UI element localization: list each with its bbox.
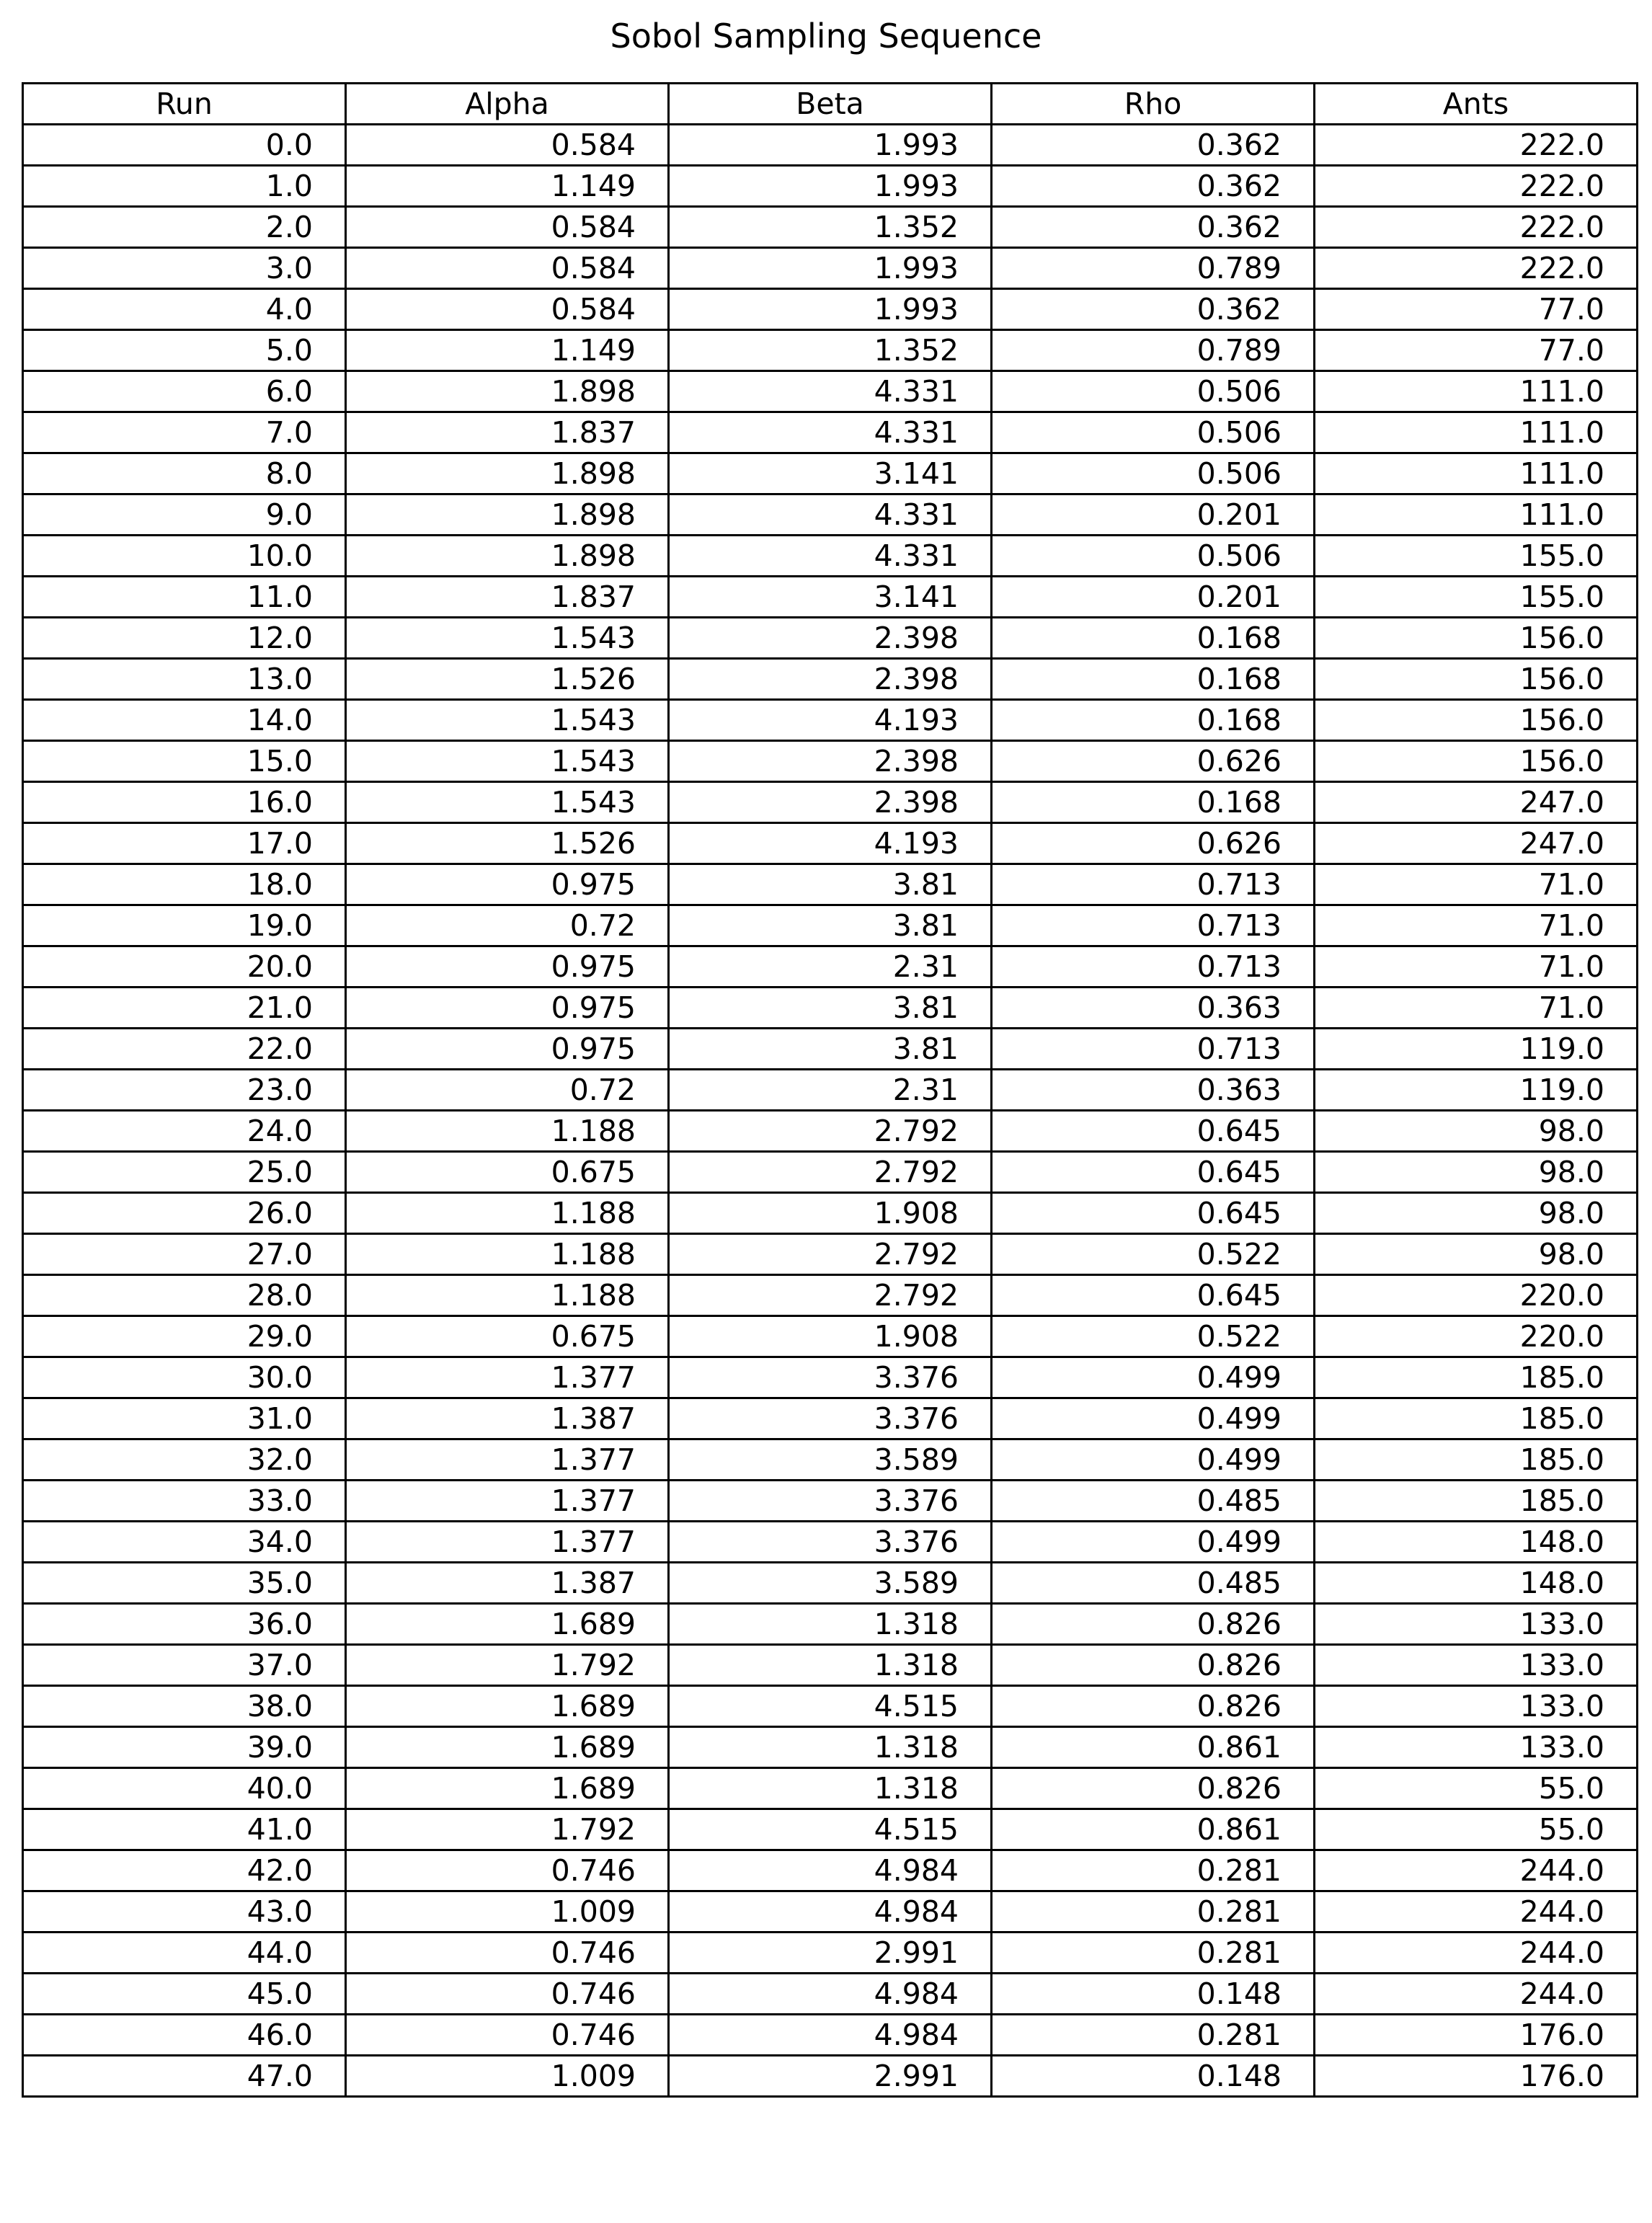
table-cell-beta: 2.398 [669, 782, 992, 823]
table-cell-run: 32.0 [23, 1439, 346, 1481]
table-cell-run: 44.0 [23, 1933, 346, 1974]
table-row [23, 166, 1638, 207]
table-row [23, 2056, 1638, 2097]
table-cell-run: 47.0 [23, 2056, 346, 2097]
table-row [23, 1522, 1638, 1563]
table-row [23, 1152, 1638, 1193]
table-row [23, 1029, 1638, 1070]
table-row [23, 782, 1638, 823]
table-row [23, 741, 1638, 782]
table-cell-ants: 185.0 [1315, 1398, 1638, 1439]
table-cell-alpha: 1.387 [346, 1398, 669, 1439]
table-cell-beta: 2.991 [669, 1933, 992, 1974]
table-cell-ants: 133.0 [1315, 1645, 1638, 1686]
table-cell-run: 29.0 [23, 1316, 346, 1357]
table-row [23, 864, 1638, 905]
table-cell-ants: 133.0 [1315, 1727, 1638, 1768]
table-cell-rho: 0.168 [992, 782, 1315, 823]
table-row [23, 1275, 1638, 1316]
table-cell-run: 4.0 [23, 289, 346, 330]
table-cell-beta: 2.31 [669, 1070, 992, 1111]
table-cell-ants: 119.0 [1315, 1029, 1638, 1070]
table-cell-run: 19.0 [23, 905, 346, 946]
table-cell-run: 36.0 [23, 1604, 346, 1645]
table-cell-run: 0.0 [23, 125, 346, 166]
table-cell-alpha: 0.975 [346, 946, 669, 988]
table-cell-beta: 4.331 [669, 412, 992, 453]
table-cell-run: 41.0 [23, 1809, 346, 1850]
table-cell-ants: 55.0 [1315, 1809, 1638, 1850]
table-cell-ants: 244.0 [1315, 1850, 1638, 1891]
table-cell-rho: 0.148 [992, 1974, 1315, 2015]
table-cell-rho: 0.168 [992, 618, 1315, 659]
table-cell-alpha: 1.188 [346, 1234, 669, 1275]
table-cell-beta: 3.81 [669, 864, 992, 905]
table-row [23, 905, 1638, 946]
table-cell-rho: 0.861 [992, 1727, 1315, 1768]
table-row [23, 1439, 1638, 1481]
table-cell-rho: 0.485 [992, 1481, 1315, 1522]
table-cell-run: 11.0 [23, 577, 346, 618]
table-cell-beta: 4.193 [669, 823, 992, 864]
table-cell-ants: 98.0 [1315, 1152, 1638, 1193]
table-cell-ants: 133.0 [1315, 1604, 1638, 1645]
table-cell-rho: 0.645 [992, 1275, 1315, 1316]
table-cell-ants: 77.0 [1315, 330, 1638, 371]
table-row [23, 1563, 1638, 1604]
table-cell-beta: 3.81 [669, 988, 992, 1029]
table-cell-ants: 155.0 [1315, 536, 1638, 577]
table-cell-run: 22.0 [23, 1029, 346, 1070]
table-cell-run: 42.0 [23, 1850, 346, 1891]
table-cell-ants: 133.0 [1315, 1686, 1638, 1727]
table-cell-beta: 3.141 [669, 577, 992, 618]
table-cell-ants: 244.0 [1315, 1891, 1638, 1933]
table-cell-run: 16.0 [23, 782, 346, 823]
table-cell-ants: 176.0 [1315, 2015, 1638, 2056]
table-cell-beta: 2.991 [669, 2056, 992, 2097]
table-cell-alpha: 1.898 [346, 371, 669, 412]
table-cell-rho: 0.713 [992, 864, 1315, 905]
table-cell-rho: 0.826 [992, 1686, 1315, 1727]
table-cell-beta: 4.984 [669, 1974, 992, 2015]
table-cell-rho: 0.826 [992, 1645, 1315, 1686]
table-cell-ants: 71.0 [1315, 946, 1638, 988]
table-row [23, 2015, 1638, 2056]
table-cell-rho: 0.713 [992, 905, 1315, 946]
table-cell-ants: 156.0 [1315, 618, 1638, 659]
table-cell-beta: 2.398 [669, 659, 992, 700]
table-cell-ants: 148.0 [1315, 1522, 1638, 1563]
table-cell-run: 43.0 [23, 1891, 346, 1933]
table-cell-rho: 0.281 [992, 1850, 1315, 1891]
table-cell-rho: 0.645 [992, 1111, 1315, 1152]
table-cell-rho: 0.168 [992, 700, 1315, 741]
table-cell-beta: 1.993 [669, 248, 992, 289]
table-cell-beta: 2.31 [669, 946, 992, 988]
table-cell-alpha: 0.584 [346, 289, 669, 330]
table-row [23, 577, 1638, 618]
table-cell-run: 35.0 [23, 1563, 346, 1604]
table-cell-alpha: 1.689 [346, 1727, 669, 1768]
table-cell-run: 3.0 [23, 248, 346, 289]
table-cell-alpha: 0.975 [346, 864, 669, 905]
table-cell-run: 25.0 [23, 1152, 346, 1193]
table-cell-alpha: 0.584 [346, 248, 669, 289]
table-row [23, 1768, 1638, 1809]
table-cell-beta: 1.318 [669, 1604, 992, 1645]
table-cell-ants: 247.0 [1315, 823, 1638, 864]
table-cell-ants: 176.0 [1315, 2056, 1638, 2097]
table-row [23, 536, 1638, 577]
table-row [23, 1481, 1638, 1522]
table-cell-rho: 0.362 [992, 166, 1315, 207]
table-cell-alpha: 0.975 [346, 1029, 669, 1070]
table-cell-beta: 1.908 [669, 1316, 992, 1357]
table-cell-beta: 3.141 [669, 453, 992, 494]
table-cell-ants: 156.0 [1315, 659, 1638, 700]
table-cell-beta: 3.376 [669, 1357, 992, 1398]
column-header-alpha: Alpha [346, 84, 669, 125]
table-row [23, 618, 1638, 659]
table-cell-run: 45.0 [23, 1974, 346, 2015]
table-cell-run: 34.0 [23, 1522, 346, 1563]
table-cell-rho: 0.363 [992, 1070, 1315, 1111]
table-cell-run: 37.0 [23, 1645, 346, 1686]
table-cell-alpha: 1.543 [346, 782, 669, 823]
table-cell-alpha: 1.377 [346, 1522, 669, 1563]
table-cell-run: 33.0 [23, 1481, 346, 1522]
table-cell-ants: 98.0 [1315, 1234, 1638, 1275]
table-row [23, 1727, 1638, 1768]
table-cell-alpha: 1.898 [346, 494, 669, 536]
table-cell-beta: 3.81 [669, 905, 992, 946]
table-cell-alpha: 1.387 [346, 1563, 669, 1604]
table-cell-alpha: 1.689 [346, 1686, 669, 1727]
table-row [23, 823, 1638, 864]
table-row [23, 1357, 1638, 1398]
table-cell-beta: 1.993 [669, 289, 992, 330]
table-cell-ants: 247.0 [1315, 782, 1638, 823]
table-cell-ants: 111.0 [1315, 453, 1638, 494]
table-cell-ants: 222.0 [1315, 125, 1638, 166]
table-cell-run: 14.0 [23, 700, 346, 741]
table-cell-rho: 0.362 [992, 207, 1315, 248]
table-cell-run: 10.0 [23, 536, 346, 577]
table-cell-alpha: 1.149 [346, 166, 669, 207]
table-cell-ants: 222.0 [1315, 248, 1638, 289]
table-cell-rho: 0.789 [992, 330, 1315, 371]
table-cell-ants: 98.0 [1315, 1111, 1638, 1152]
table-cell-rho: 0.506 [992, 412, 1315, 453]
table-cell-alpha: 1.009 [346, 2056, 669, 2097]
column-header-ants: Ants [1315, 84, 1638, 125]
table-cell-rho: 0.201 [992, 577, 1315, 618]
table-cell-rho: 0.485 [992, 1563, 1315, 1604]
table-cell-rho: 0.363 [992, 988, 1315, 1029]
table-cell-beta: 4.984 [669, 1850, 992, 1891]
table-cell-beta: 3.376 [669, 1398, 992, 1439]
table-cell-beta: 4.331 [669, 371, 992, 412]
table-cell-alpha: 1.543 [346, 618, 669, 659]
table-cell-run: 28.0 [23, 1275, 346, 1316]
table-cell-alpha: 1.689 [346, 1604, 669, 1645]
table-row [23, 289, 1638, 330]
table-cell-ants: 220.0 [1315, 1316, 1638, 1357]
table-cell-ants: 71.0 [1315, 864, 1638, 905]
table-cell-beta: 2.792 [669, 1275, 992, 1316]
table-row [23, 1193, 1638, 1234]
table-cell-run: 6.0 [23, 371, 346, 412]
table-cell-beta: 2.792 [669, 1234, 992, 1275]
table-cell-run: 26.0 [23, 1193, 346, 1234]
table-cell-alpha: 1.543 [346, 700, 669, 741]
table-cell-alpha: 1.188 [346, 1275, 669, 1316]
table-cell-ants: 185.0 [1315, 1439, 1638, 1481]
table-cell-rho: 0.148 [992, 2056, 1315, 2097]
table-row [23, 1604, 1638, 1645]
table-cell-ants: 55.0 [1315, 1768, 1638, 1809]
table-cell-rho: 0.499 [992, 1439, 1315, 1481]
table-cell-alpha: 0.584 [346, 207, 669, 248]
table-cell-run: 15.0 [23, 741, 346, 782]
table-cell-beta: 4.515 [669, 1809, 992, 1850]
table-cell-ants: 156.0 [1315, 700, 1638, 741]
table-cell-alpha: 0.72 [346, 905, 669, 946]
table-cell-rho: 0.645 [992, 1152, 1315, 1193]
table-cell-beta: 1.318 [669, 1727, 992, 1768]
table-cell-alpha: 0.675 [346, 1316, 669, 1357]
table-row [23, 1686, 1638, 1727]
table-cell-ants: 71.0 [1315, 988, 1638, 1029]
table-cell-beta: 4.331 [669, 536, 992, 577]
column-header-run: Run [23, 84, 346, 125]
table-cell-beta: 3.589 [669, 1439, 992, 1481]
table-cell-ants: 119.0 [1315, 1070, 1638, 1111]
table-row [23, 330, 1638, 371]
table-cell-beta: 2.792 [669, 1111, 992, 1152]
table-cell-ants: 222.0 [1315, 207, 1638, 248]
table-cell-alpha: 0.72 [346, 1070, 669, 1111]
table-cell-alpha: 0.584 [346, 125, 669, 166]
table-cell-run: 27.0 [23, 1234, 346, 1275]
table-cell-alpha: 1.009 [346, 1891, 669, 1933]
table-cell-ants: 77.0 [1315, 289, 1638, 330]
table-row [23, 412, 1638, 453]
table-cell-rho: 0.281 [992, 1891, 1315, 1933]
table-row [23, 1850, 1638, 1891]
table-cell-rho: 0.826 [992, 1604, 1315, 1645]
table-row [23, 1809, 1638, 1850]
table-cell-beta: 4.515 [669, 1686, 992, 1727]
table-cell-run: 21.0 [23, 988, 346, 1029]
table-cell-beta: 1.352 [669, 330, 992, 371]
table-header [23, 84, 1638, 125]
table-cell-run: 18.0 [23, 864, 346, 905]
table-cell-beta: 2.792 [669, 1152, 992, 1193]
table-cell-rho: 0.626 [992, 823, 1315, 864]
table-cell-ants: 98.0 [1315, 1193, 1638, 1234]
table-cell-alpha: 1.837 [346, 412, 669, 453]
table-cell-rho: 0.281 [992, 1933, 1315, 1974]
table-cell-alpha: 0.675 [346, 1152, 669, 1193]
table-cell-beta: 3.376 [669, 1481, 992, 1522]
table-cell-ants: 156.0 [1315, 741, 1638, 782]
table-cell-run: 38.0 [23, 1686, 346, 1727]
table-cell-rho: 0.789 [992, 248, 1315, 289]
table-cell-beta: 2.398 [669, 618, 992, 659]
table-cell-beta: 4.331 [669, 494, 992, 536]
table-cell-run: 1.0 [23, 166, 346, 207]
table-cell-ants: 185.0 [1315, 1481, 1638, 1522]
table-cell-run: 23.0 [23, 1070, 346, 1111]
table-cell-alpha: 1.792 [346, 1645, 669, 1686]
table-cell-run: 24.0 [23, 1111, 346, 1152]
table-cell-beta: 1.908 [669, 1193, 992, 1234]
table-cell-alpha: 1.188 [346, 1193, 669, 1234]
table-row [23, 988, 1638, 1029]
table-cell-rho: 0.362 [992, 125, 1315, 166]
table-cell-beta: 1.352 [669, 207, 992, 248]
table-cell-beta: 3.589 [669, 1563, 992, 1604]
table-cell-beta: 2.398 [669, 741, 992, 782]
table-cell-rho: 0.168 [992, 659, 1315, 700]
table-row [23, 248, 1638, 289]
table-cell-alpha: 1.898 [346, 536, 669, 577]
table-cell-ants: 244.0 [1315, 1974, 1638, 2015]
header-row [23, 84, 1638, 125]
table-cell-ants: 148.0 [1315, 1563, 1638, 1604]
table-row [23, 1933, 1638, 1974]
table-cell-alpha: 1.792 [346, 1809, 669, 1850]
table-cell-ants: 185.0 [1315, 1357, 1638, 1398]
table-body [23, 125, 1638, 2097]
data-table [22, 82, 1638, 2098]
table-row [23, 659, 1638, 700]
table-cell-run: 31.0 [23, 1398, 346, 1439]
table-cell-rho: 0.281 [992, 2015, 1315, 2056]
table-cell-run: 20.0 [23, 946, 346, 988]
table-cell-beta: 4.984 [669, 1891, 992, 1933]
table-row [23, 1316, 1638, 1357]
table-cell-run: 2.0 [23, 207, 346, 248]
table-cell-rho: 0.362 [992, 289, 1315, 330]
table-cell-beta: 3.81 [669, 1029, 992, 1070]
table-row [23, 700, 1638, 741]
table-row [23, 207, 1638, 248]
table-cell-rho: 0.506 [992, 536, 1315, 577]
table-cell-run: 12.0 [23, 618, 346, 659]
table-cell-run: 30.0 [23, 1357, 346, 1398]
table-cell-beta: 1.993 [669, 125, 992, 166]
table-cell-alpha: 0.746 [346, 1933, 669, 1974]
table-row [23, 1974, 1638, 2015]
table-row [23, 371, 1638, 412]
table-cell-run: 8.0 [23, 453, 346, 494]
table-row [23, 1891, 1638, 1933]
table-cell-alpha: 1.377 [346, 1357, 669, 1398]
table-cell-rho: 0.522 [992, 1234, 1315, 1275]
column-header-rho: Rho [992, 84, 1315, 125]
table-cell-beta: 1.318 [669, 1768, 992, 1809]
table-cell-rho: 0.861 [992, 1809, 1315, 1850]
table-cell-alpha: 1.149 [346, 330, 669, 371]
table-cell-beta: 3.376 [669, 1522, 992, 1563]
table-cell-rho: 0.826 [992, 1768, 1315, 1809]
table-cell-ants: 222.0 [1315, 166, 1638, 207]
table-cell-alpha: 0.975 [346, 988, 669, 1029]
table-cell-alpha: 1.377 [346, 1439, 669, 1481]
table-cell-alpha: 1.898 [346, 453, 669, 494]
table-cell-alpha: 1.689 [346, 1768, 669, 1809]
table-row [23, 1111, 1638, 1152]
table-row [23, 1070, 1638, 1111]
table-cell-alpha: 1.526 [346, 823, 669, 864]
table-row [23, 453, 1638, 494]
table-cell-rho: 0.499 [992, 1522, 1315, 1563]
table-cell-rho: 0.522 [992, 1316, 1315, 1357]
table-cell-alpha: 1.526 [346, 659, 669, 700]
table-cell-run: 46.0 [23, 2015, 346, 2056]
table-cell-run: 5.0 [23, 330, 346, 371]
table-row [23, 1398, 1638, 1439]
column-header-beta: Beta [669, 84, 992, 125]
table-row [23, 1234, 1638, 1275]
table-cell-alpha: 1.543 [346, 741, 669, 782]
chart-title: Sobol Sampling Sequence [610, 17, 1042, 56]
table-cell-rho: 0.506 [992, 371, 1315, 412]
table-cell-ants: 244.0 [1315, 1933, 1638, 1974]
table-row [23, 946, 1638, 988]
table-cell-rho: 0.713 [992, 1029, 1315, 1070]
table-row [23, 494, 1638, 536]
table-cell-alpha: 0.746 [346, 2015, 669, 2056]
table-cell-run: 9.0 [23, 494, 346, 536]
table-row [23, 1645, 1638, 1686]
table-cell-ants: 111.0 [1315, 412, 1638, 453]
table-cell-run: 13.0 [23, 659, 346, 700]
table-cell-alpha: 0.746 [346, 1850, 669, 1891]
table-cell-alpha: 1.377 [346, 1481, 669, 1522]
table-cell-rho: 0.645 [992, 1193, 1315, 1234]
table-cell-rho: 0.499 [992, 1398, 1315, 1439]
table-cell-run: 40.0 [23, 1768, 346, 1809]
table-cell-rho: 0.499 [992, 1357, 1315, 1398]
table-cell-run: 7.0 [23, 412, 346, 453]
table-cell-rho: 0.201 [992, 494, 1315, 536]
table-cell-alpha: 1.188 [346, 1111, 669, 1152]
table-cell-rho: 0.626 [992, 741, 1315, 782]
table-cell-run: 17.0 [23, 823, 346, 864]
table-cell-rho: 0.506 [992, 453, 1315, 494]
table-cell-ants: 111.0 [1315, 494, 1638, 536]
table-cell-alpha: 0.746 [346, 1974, 669, 2015]
table-cell-rho: 0.713 [992, 946, 1315, 988]
table-cell-run: 39.0 [23, 1727, 346, 1768]
table-row [23, 125, 1638, 166]
table-cell-ants: 155.0 [1315, 577, 1638, 618]
table-cell-alpha: 1.837 [346, 577, 669, 618]
table-cell-ants: 220.0 [1315, 1275, 1638, 1316]
table-cell-beta: 1.993 [669, 166, 992, 207]
table-cell-beta: 4.984 [669, 2015, 992, 2056]
table-cell-beta: 1.318 [669, 1645, 992, 1686]
table-cell-ants: 111.0 [1315, 371, 1638, 412]
table-cell-ants: 71.0 [1315, 905, 1638, 946]
table-cell-beta: 4.193 [669, 700, 992, 741]
